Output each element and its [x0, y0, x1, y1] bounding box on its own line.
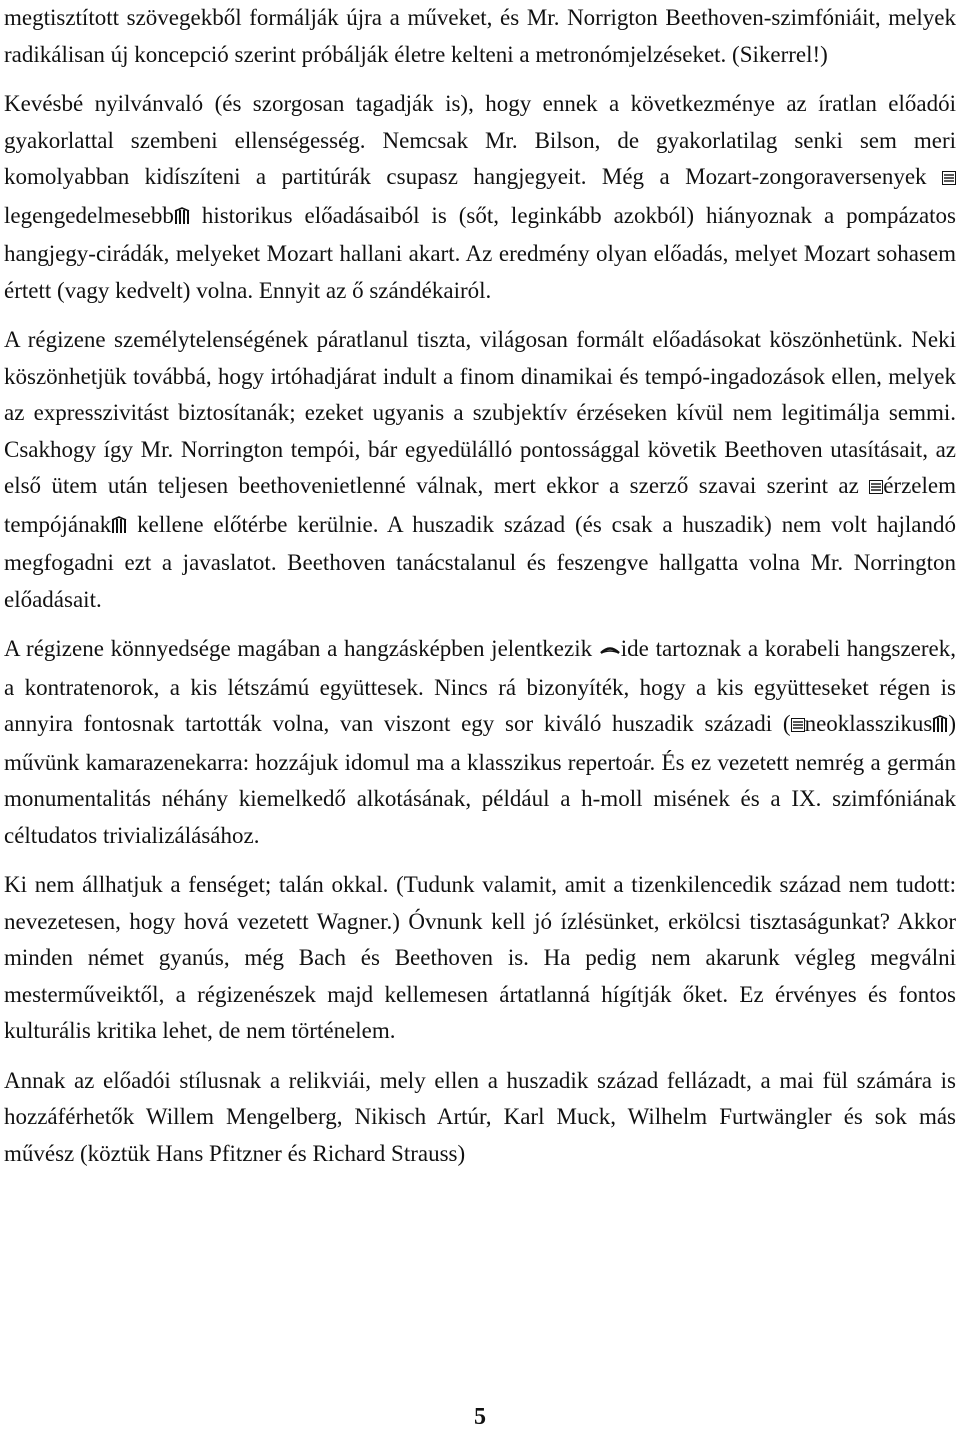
paragraph-3 — [4, 322, 956, 618]
close-quote-glyph-icon — [111, 509, 127, 546]
paragraph-4-text-b: ide tartoznak a korabeli hangszerek, a kontratenorok, a kis létszámú együttesek. Nincs rá bizonyíték, hogy a kis együtteseket régen is annyira fontosnak tartották volna, van viszont egy sor kiváló huszadik századi ( — [4, 636, 956, 736]
dash-glyph-icon — [599, 633, 621, 670]
paragraph-1-text: megtisztított szövegekből formálják újra a műveket, és Mr. Norrigton Beethoven-szimfóniáit, melyek radikálisan új koncepció szerint próbálják életre kelteni a metronómjelzéseket. (Sikerrel!) — [4, 5, 956, 67]
page-number: 5 — [474, 1404, 486, 1430]
paragraph-6 — [4, 1063, 956, 1173]
paragraph-2-text-a: Kevésbé nyilvánvaló (és szorgosan tagadják is), hogy ennek a következménye az íratlan előadói gyakorlattal szembeni ellenségesség. Nemcsak Mr. Bilson, de gyakorlatilag senki sem meri komolyabban kidíszíteni a partitúrák csupasz hangjegyeit. Még a Mozart-zongoraversenyek — [4, 91, 956, 189]
paragraph-4-text-d: ) művünk kamarazenekarra: hozzájuk idomul ma a klasszikus repertoár. És ez vezetett nemrég a germán monumentalitás néhány kiemelkedő alkotásának, például a h-moll misének és a IX. szimfóniának céltudatos trivializálásához. — [4, 711, 956, 848]
close-quote-glyph-icon — [932, 708, 948, 745]
paragraph-6-text: Annak az előadói stílusnak a relikviái, mely ellen a huszadik század fellázadt, a mai fül számára is hozzáférhetők Willem Mengelberg, Nikisch Artúr, Karl Muck, Wilhelm Furtwängler és sok más művész (köztük Hans Pfitzner és Richard Strauss) — [4, 1067, 956, 1166]
open-quote-glyph-icon — [869, 470, 883, 507]
paragraph-5-text: Ki nem állhatjuk a fenséget; talán okkal. (Tudunk valamit, amit a tizenkilencedik század nem tudott: nevezetesen, hogy hová vezetett Wagner.) Óvnunk kell jó ízlésünket, erkölcsi tisztaságunkat? Akkor minden német gyanús, még Bach és Beethoven is. Ha pedig nem akarunk végleg megválni mesterműveiktől, a régizenészek majd kellemesen ártatlanná hígítják őket. Ez érvényes és fontos kulturális kritika lehet, de nem történelem. — [4, 872, 956, 1043]
paragraph-3-quoted-term: érzelem tempójának — [4, 473, 956, 537]
open-quote-glyph-icon — [942, 161, 956, 198]
paragraph-2-text-c: historikus előadásaiból is (sőt, leginkább azokból) hiányoznak a pompázatos hangjegy-cirádák, melyeket Mozart hallani akart. Az eredmény olyan előadás, melyet Mozart sohasem értett (vagy kedvelt) volna. Ennyit az ő szándékairól. — [4, 202, 956, 303]
paragraph-5 — [4, 867, 956, 1050]
open-quote-glyph-icon — [791, 708, 805, 745]
paragraph-4 — [4, 631, 956, 854]
paragraph-3-text-a: A régizene személytelenségének páratlanul tiszta, világosan formált előadásokat köszönhetünk. Neki köszönhetjük továbbá, hogy irtóhadjárat indult a finom dinamikai és tempó-ingadozások ellen, melyek az expresszivitást biztosítanák; ezeket ugyanis a szubjektív érzéseken kívül nem legitimálja semmi. Csakhogy így Mr. Norrington tempói, bár egyedülálló pontossággal követik Beethoven utasításait, az első ütem után teljesen beethovenietlenné válnak, mert ekkor a szerző szavai szerint az — [4, 327, 956, 498]
paragraph-1 — [4, 0, 956, 73]
paragraph-2 — [4, 86, 956, 309]
paragraph-4-quoted-term: neoklasszikus — [804, 711, 933, 736]
paragraph-4-text-a: A régizene könnyedsége magában a hangzásképben jelentkezik — [4, 636, 599, 661]
paragraph-3-text-c: kellene előtérbe kerülnie. A huszadik század (és csak a huszadik) nem volt hajlandó megfogadni ezt a javaslatot. Beethoven tanácstalanul és feszengve hallgatta volna Mr. Norrington előadásait. — [4, 511, 956, 612]
document-page — [4, 0, 956, 1172]
paragraph-2-quoted-term: legengedelmesebb — [4, 202, 174, 228]
close-quote-glyph-icon — [174, 200, 190, 237]
